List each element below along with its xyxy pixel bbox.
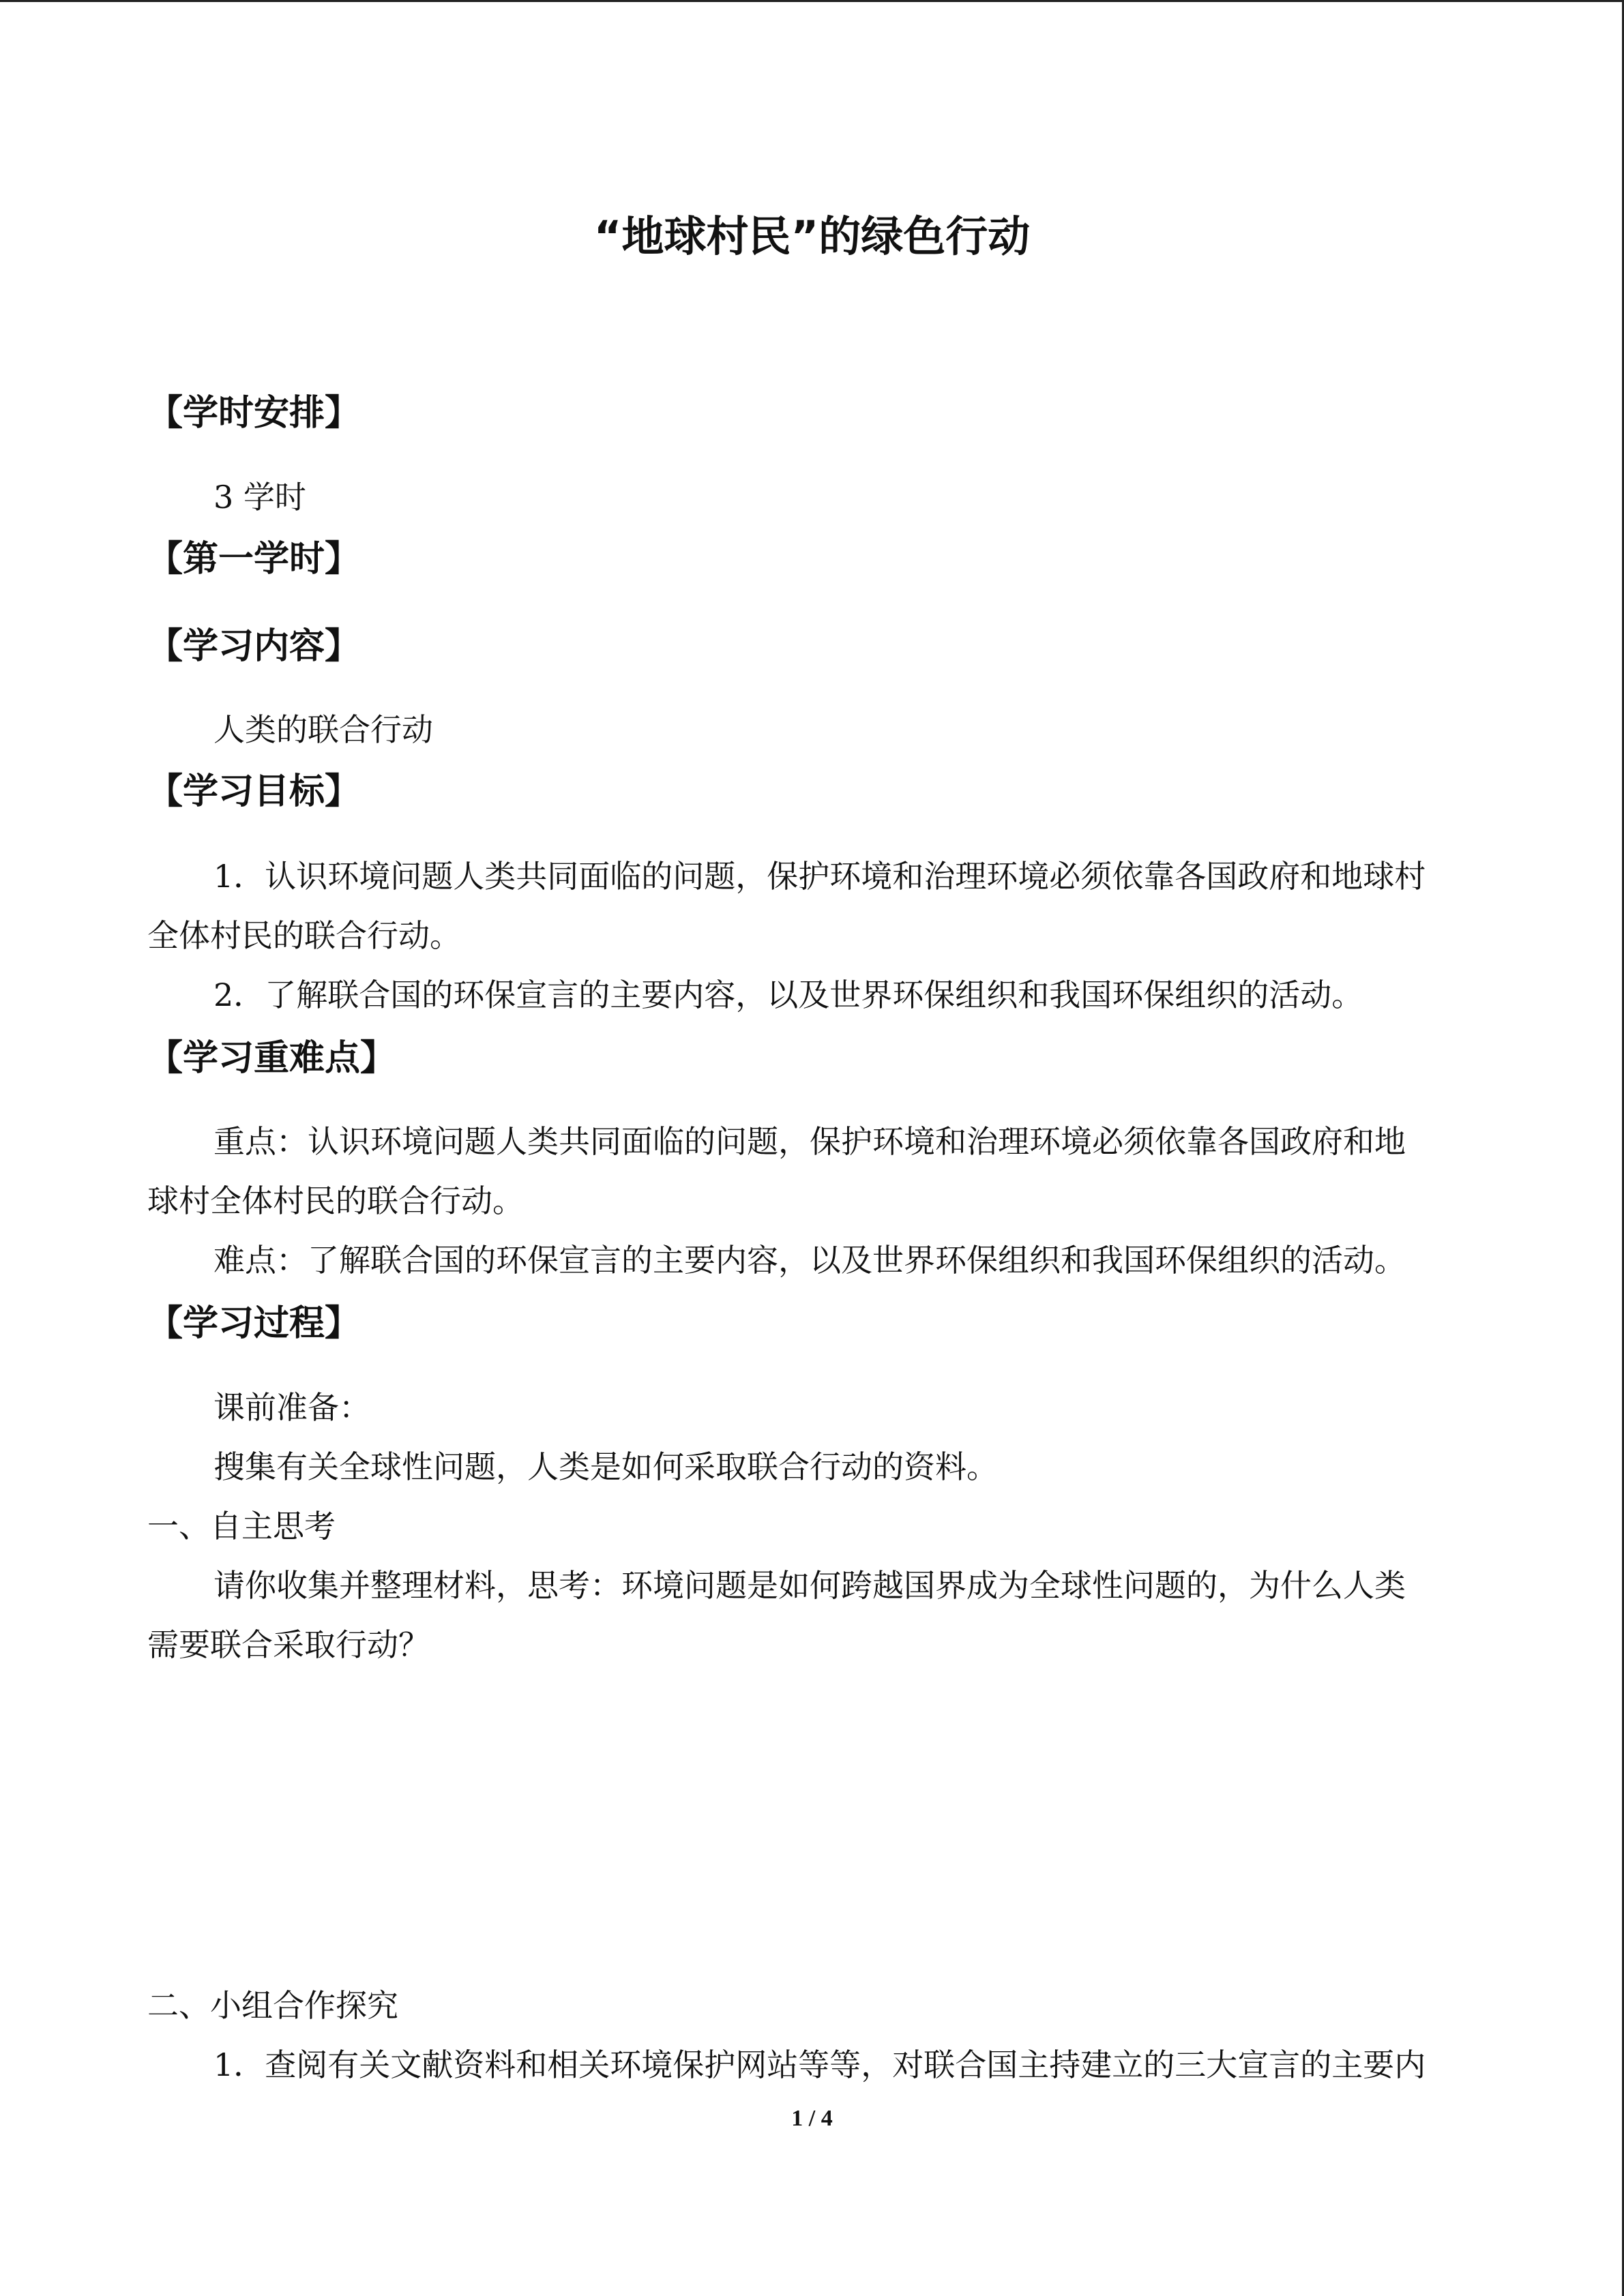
goal-1-line-1: 1．认识环境问题人类共同面临的问题，保护环境和治理环境必须依靠各国政府和地球村 <box>213 858 1426 895</box>
heading-content: 【学习内容】 <box>147 626 361 667</box>
goal-1-line-2: 全体村民的联合行动。 <box>147 917 461 954</box>
prep-text: 搜集有关全球性问题，人类是如何采取联合行动的资料。 <box>213 1448 998 1485</box>
heading-first-period: 【第一学时】 <box>147 539 361 580</box>
heading-schedule: 【学时安排】 <box>147 393 361 434</box>
key-point-line-2: 球村全体村民的联合行动。 <box>147 1182 524 1219</box>
part-1-heading: 一、自主思考 <box>147 1508 336 1545</box>
goal-2: 2．了解联合国的环保宣言的主要内容，以及世界环保组织和我国环保组织的活动。 <box>213 976 1363 1013</box>
part-2-item-1: 1．查阅有关文献资料和相关环境保护网站等等，对联合国主持建立的三大宣言的主要内 <box>213 2046 1426 2083</box>
part-2-heading: 二、小组合作探究 <box>147 1987 398 2024</box>
part-1-line-1: 请你收集并整理材料，思考：环境问题是如何跨越国界成为全球性问题的，为什么人类 <box>213 1567 1406 1604</box>
prep-label: 课前准备： <box>213 1389 370 1426</box>
heading-goals: 【学习目标】 <box>147 771 361 812</box>
document-title: “地球村民”的绿色行动 <box>593 211 1031 261</box>
content-text: 人类的联合行动 <box>213 711 433 748</box>
page-border-top <box>0 0 1624 2</box>
heading-process: 【学习过程】 <box>147 1303 361 1344</box>
page-number: 1 / 4 <box>791 2106 833 2131</box>
key-point-line-1: 重点：认识环境问题人类共同面临的问题，保护环境和治理环境必须依靠各国政府和地 <box>213 1123 1406 1160</box>
heading-key-points: 【学习重难点】 <box>147 1038 396 1079</box>
schedule-text: 3 学时 <box>213 479 306 516</box>
difficult-point: 难点：了解联合国的环保宣言的主要内容，以及世界环保组织和我国环保组织的活动。 <box>213 1242 1406 1279</box>
part-1-line-2: 需要联合采取行动？ <box>147 1626 430 1663</box>
